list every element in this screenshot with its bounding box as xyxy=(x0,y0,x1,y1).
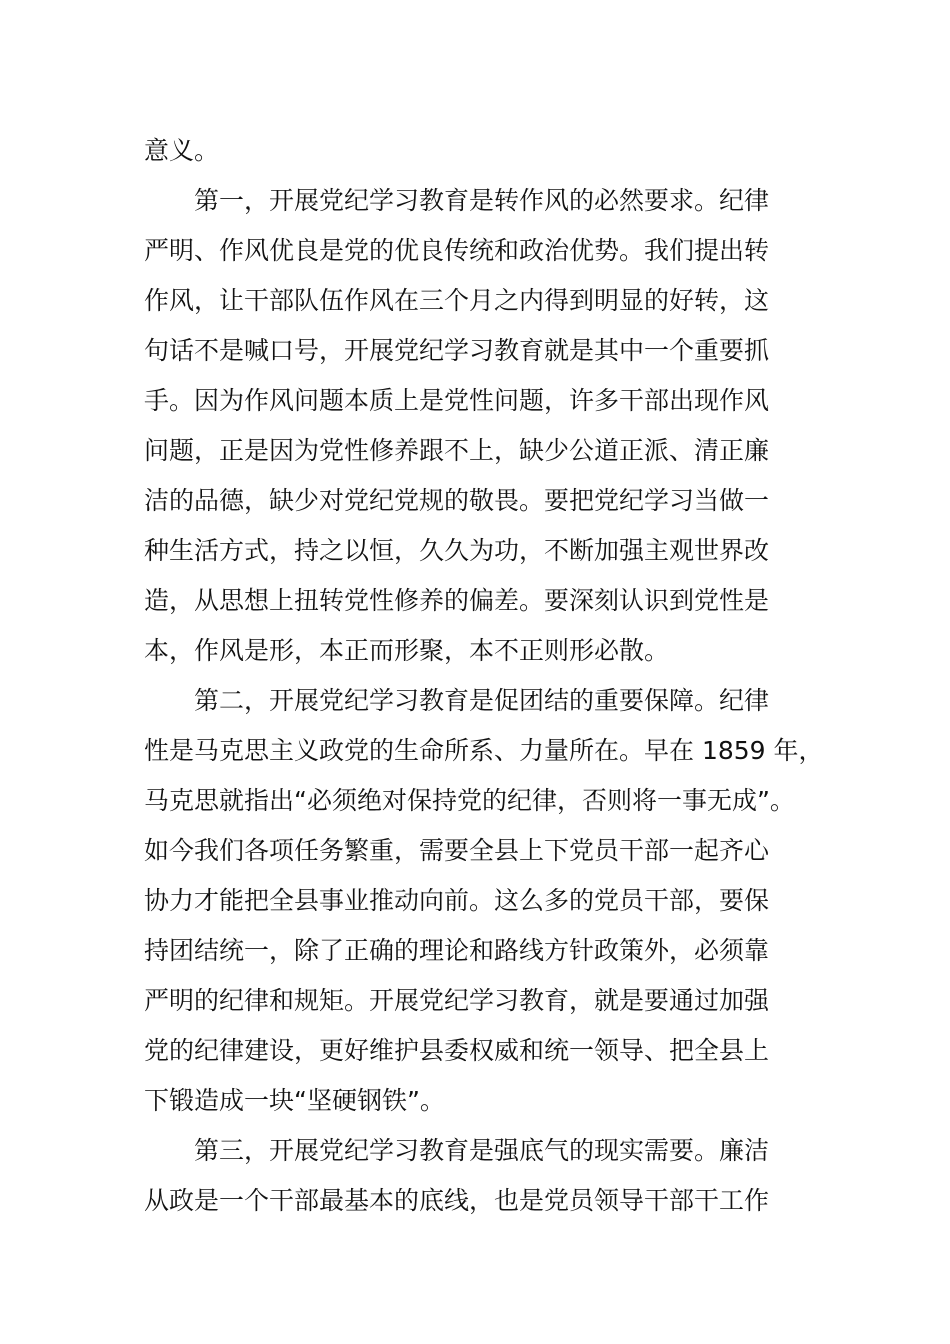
text-line: 意义。 xyxy=(144,136,220,165)
text-line: 党的纪律建设，更好维护县委权威和统一领导、把全县上 xyxy=(144,1036,770,1065)
text-line: 洁的品德，缺少对党纪党规的敬畏。要把党纪学习当做一 xyxy=(144,486,770,515)
text-line: 下锻造成一块“坚硬钢铁”。 xyxy=(144,1086,445,1115)
text-line: 种生活方式，持之以恒，久久为功，不断加强主观世界改 xyxy=(144,536,770,565)
text-line: 问题，正是因为党性修养跟不上，缺少公道正派、清正廉 xyxy=(144,436,770,465)
text-line: 如今我们各项任务繁重，需要全县上下党员干部一起齐心 xyxy=(144,836,770,865)
text-line: 性是马克思主义政党的生命所系、力量所在。早在 1859 年， xyxy=(144,736,824,765)
text-line: 协力才能把全县事业推动向前。这么多的党员干部，要保 xyxy=(144,886,770,915)
text-line: 造，从思想上扭转党性修养的偏差。要深刻认识到党性是 xyxy=(144,586,770,615)
text-line: 作风，让干部队伍作风在三个月之内得到明显的好转，这 xyxy=(144,286,770,315)
text-line: 手。因为作风问题本质上是党性问题，许多干部出现作风 xyxy=(144,386,770,415)
text-line: 第一，开展党纪学习教育是转作风的必然要求。纪律 xyxy=(144,186,770,215)
text-line: 严明、作风优良是党的优良传统和政治优势。我们提出转 xyxy=(144,236,770,265)
text-line: 第三，开展党纪学习教育是强底气的现实需要。廉洁 xyxy=(144,1136,770,1165)
text-line: 从政是一个干部最基本的底线，也是党员领导干部干工作 xyxy=(144,1186,770,1215)
text-line: 本，作风是形，本正而形聚，本不正则形必散。 xyxy=(144,636,670,665)
text-line: 第二，开展党纪学习教育是促团结的重要保障。纪律 xyxy=(144,686,770,715)
text-line: 马克思就指出“必须绝对保持党的纪律，否则将一事无成”。 xyxy=(144,786,795,815)
text-line: 持团结统一，除了正确的理论和路线方针政策外，必须靠 xyxy=(144,936,770,965)
text-line: 句话不是喊口号，开展党纪学习教育就是其中一个重要抓 xyxy=(144,336,770,365)
text-line: 严明的纪律和规矩。开展党纪学习教育，就是要通过加强 xyxy=(144,986,770,1015)
